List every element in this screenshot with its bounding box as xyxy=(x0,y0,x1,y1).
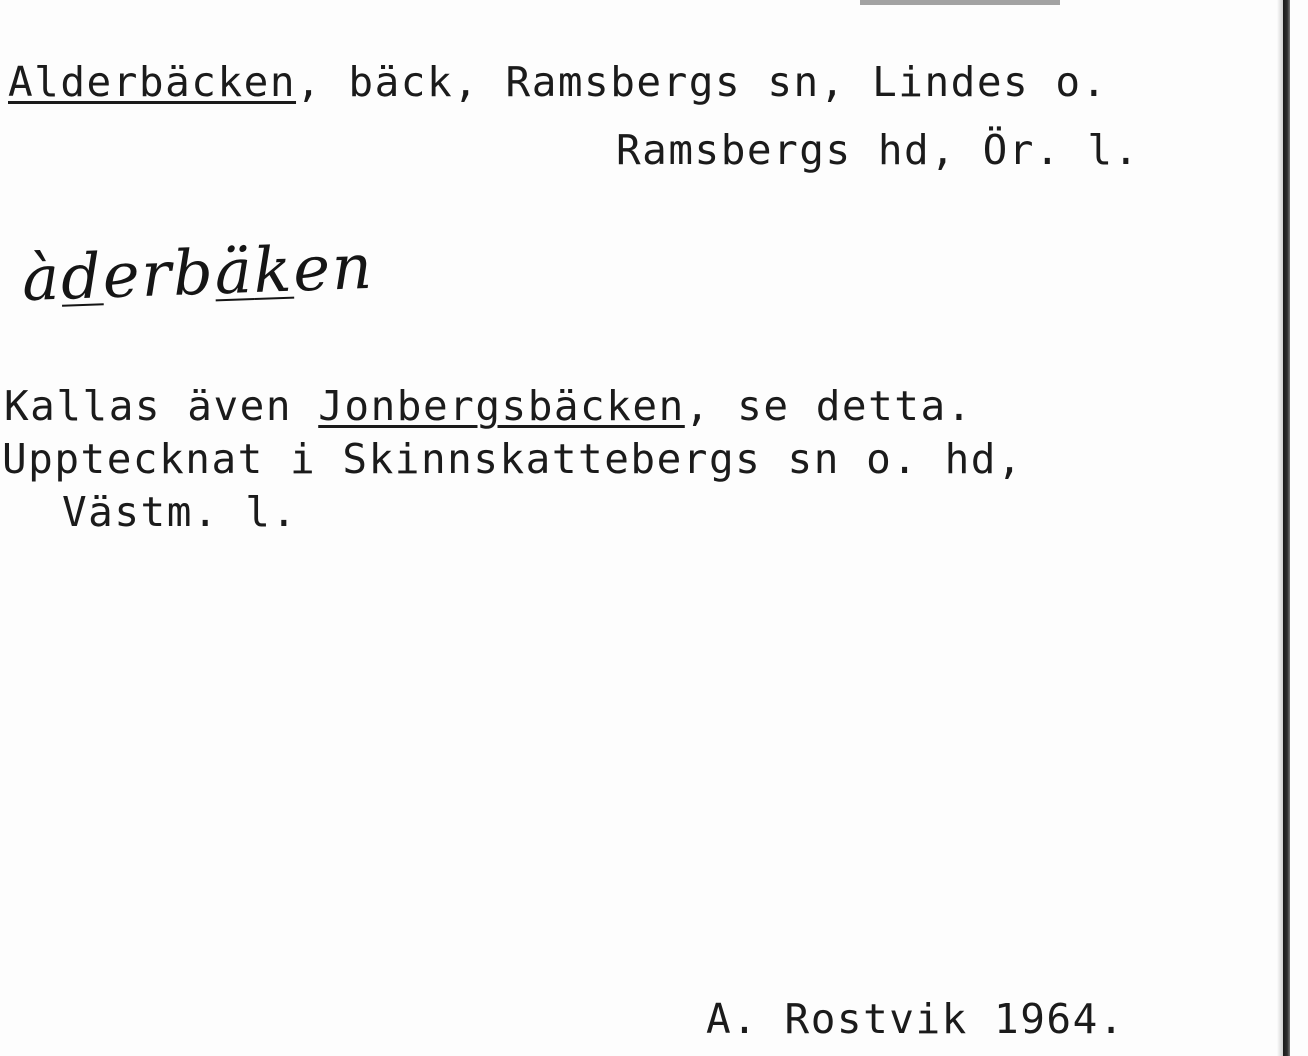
body-line-1 xyxy=(4,382,973,430)
scan-edge-right xyxy=(1283,0,1290,1056)
body-line-1-pre: Kallas även xyxy=(4,382,319,430)
handwritten-part-1: à xyxy=(20,240,63,316)
body-line-3: Västm. l. xyxy=(62,488,298,536)
headword-line xyxy=(8,58,1108,106)
scan-edge-right-shadow xyxy=(1277,0,1283,1056)
handwritten-part-3: erb xyxy=(101,235,216,313)
header-line-2: Ramsbergs hd, Ör. l. xyxy=(616,126,1140,174)
handwritten-part-6: en xyxy=(291,229,376,306)
scan-artifact-top xyxy=(860,0,1060,5)
handwritten-pronunciation xyxy=(21,230,375,315)
headword: Alderbäcken xyxy=(8,58,297,106)
cross-reference-name: Jonbergsbäcken xyxy=(318,382,685,430)
signature: A. Rostvik 1964. xyxy=(706,995,1125,1043)
handwritten-part-2: d xyxy=(59,239,105,314)
handwritten-part-4: ä xyxy=(213,234,255,309)
handwritten-part-5: k xyxy=(252,232,295,308)
headword-line-rest: , bäck, Ramsbergs sn, Lindes o. xyxy=(296,58,1108,106)
body-line-2: Upptecknat i Skinnskattebergs sn o. hd, xyxy=(2,435,1024,483)
body-line-1-post: , se detta. xyxy=(684,382,973,430)
